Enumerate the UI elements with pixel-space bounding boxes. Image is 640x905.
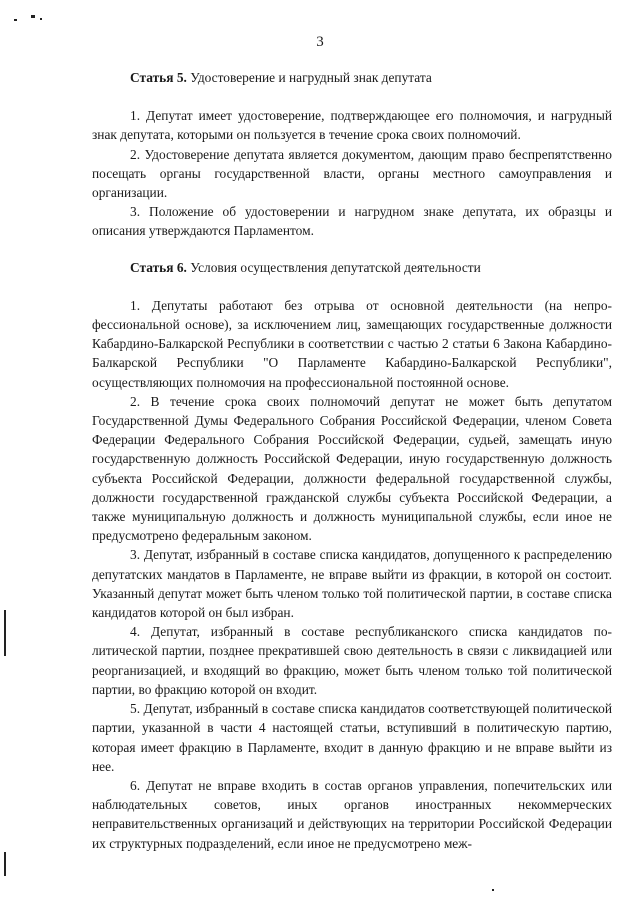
paragraph: 3. Положение об удостоверении и нагрудном знаке депутата, их образцы и описания утверждаются Парламентом.	[92, 204, 612, 239]
paragraph: 6. Депутат не вправе входить в состав органов управления, попечительских или наблюдательных советов, иных органов иностранных некоммерческих неправительственных организаций и действующих на территории Российской Федерации их структурных подразделений, если иное не предусмотрено меж-	[92, 777, 612, 851]
margin-bar	[4, 610, 6, 656]
article-6-title: Условия осуществления депутатской деятельности	[186, 259, 481, 275]
article-6-label: Статья 6.	[130, 259, 187, 275]
scan-speck	[492, 889, 494, 891]
paragraph: 2. В течение срока своих полномочий депутат не может быть депутатом Государственной Думы Федерального Собрания Российской Федерации, членом Совета Федерации Федерального Собрания Российской Федерации, судьей, замещать иную государственную должность Российской Федерации, иную государственную должность субъекта Российской Федерации, должности федеральной государственной службы, должности государственной гражданской службы субъекта Российской Федерации, а также муниципальную должность и должность муниципальной службы, если иное не предусмотрено федеральным законом.	[92, 393, 612, 544]
page-number: 3	[316, 34, 324, 50]
article-5-title: Удостоверение и нагрудный знак депутата	[186, 70, 432, 85]
paragraph: 5. Депутат, избранный в составе списка кандидатов соответствующей политической партии, указанной в части 4 настоящей статьи, вступивший в политическую партию, которая имеет фракцию в Парламенте, входит в данную фракцию и не вправе выйти из нее.	[92, 701, 612, 774]
article-5-label: Статья 5.	[130, 70, 187, 85]
paragraph: 3. Депутат, избранный в составе списка кандидатов, допущенного к распределению депутатских мандатов в Парламенте, не вправе выйти из фракции, в которой он состоит. Указанный депутат может быть членом только той политической партии, в составе списка кандидатов которой он был избран.	[92, 547, 612, 621]
paragraph: 4. Депутат, избранный в составе республиканского списка кандидатов политической партии, позднее прекратившей свою деятельность в связи с ликвидацией или реорганизацией, и входящий во фракцию, может быть членом только той политической партии, во фракцию которой он входит.	[92, 624, 612, 697]
paragraph: 2. Удостоверение депутата является документом, дающим право беспрепятственно посещать органы государственной власти, органы местного самоуправления и организации.	[92, 146, 612, 201]
scan-speck	[14, 19, 17, 21]
document-body	[92, 68, 612, 853]
margin-bar	[4, 852, 6, 876]
scan-speck	[40, 18, 42, 20]
article-5-heading	[92, 68, 612, 87]
paragraph: 1. Депутаты работают без отрыва от основной деятельности (на непрофессиональной основе), за исключением лиц, замещающих государственные должности Кабардино-Балкарской Республики в соответствии с частью 2 статьи 6 Закона Кабардино-Балкарской Республики "О Парламенте Кабардино-Балкарской Республики", осуществляющих полномочия на профессиональной постоянной основе.	[92, 297, 612, 390]
paragraph: 1. Депутат имеет удостоверение, подтверждающее его полномочия, и нагрудный знак депутата, которыми он пользуется в течение срока своих полномочий.	[92, 108, 612, 143]
scan-speck	[31, 15, 35, 18]
article-6-heading	[92, 258, 612, 277]
